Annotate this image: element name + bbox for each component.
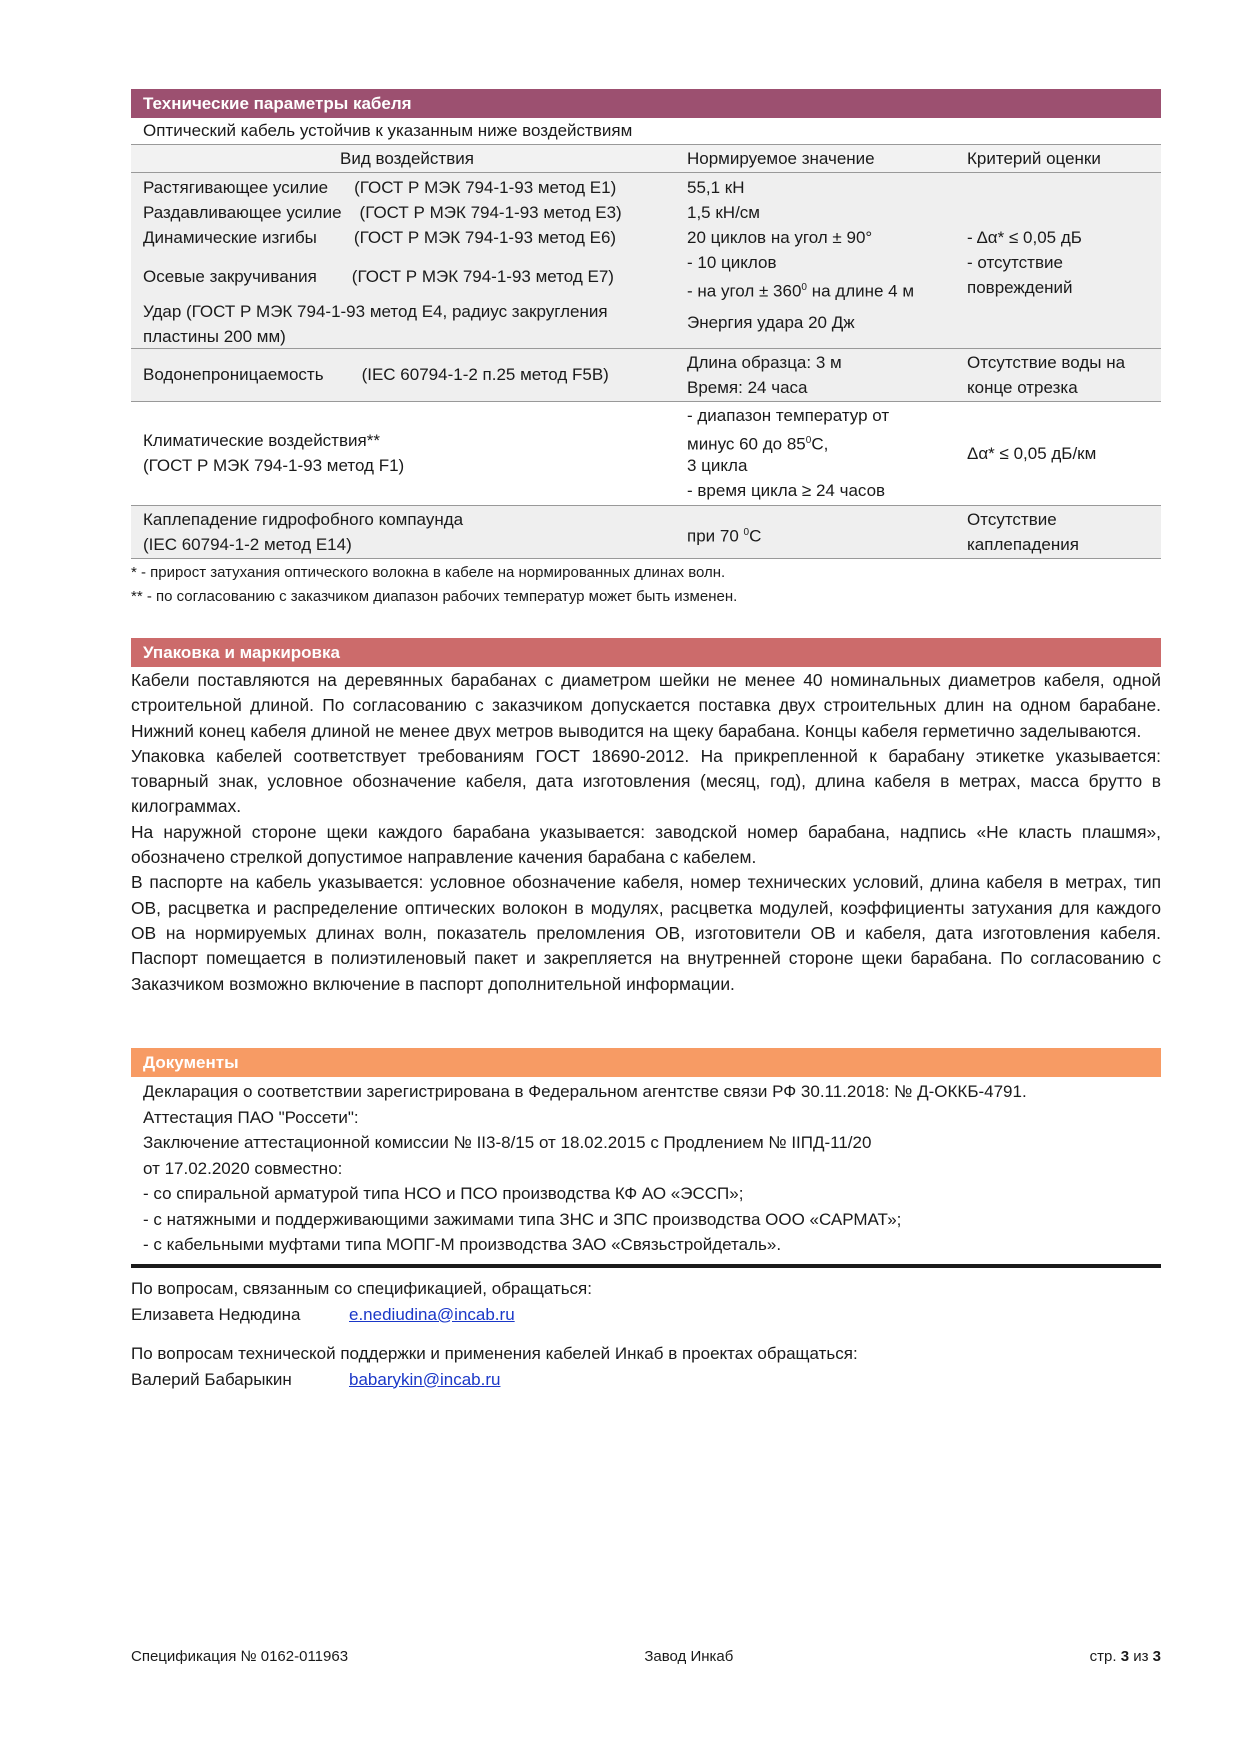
docs-line-1: Декларация о соответствии зарегистрирована в Федеральном агентстве связи РФ 30.11.2018: № Д-ОККБ-4791. xyxy=(143,1082,1027,1101)
tech-section xyxy=(131,89,1161,609)
drip-val: при 70 $^0$С xyxy=(687,526,762,546)
water-val1: Длина образца: 3 м xyxy=(687,353,842,372)
mech-r4-val1: - 10 циклов xyxy=(687,253,777,272)
table-header xyxy=(131,145,1161,173)
spec-contact-email[interactable]: e.nediudina@incab.ru xyxy=(349,1304,515,1324)
water-crit1: Отсутствие воды на xyxy=(967,353,1126,372)
mech-r3-name: Динамические изгибы xyxy=(143,228,317,247)
table-row-drip xyxy=(131,506,1161,559)
mech-r5-val: Энергия удара 20 Дж xyxy=(687,313,855,332)
mech-r1-std: (ГОСТ Р МЭК 794-1-93 метод Е1) xyxy=(354,178,617,197)
table-row-mechanical xyxy=(131,173,1161,349)
climate-crit: Δα* ≤ 0,05 дБ/км xyxy=(967,444,1097,463)
tech-intro: Оптический кабель устойчив к указанным ниже воздействиям xyxy=(131,118,1161,145)
tech-question: По вопросам технической поддержки и применения кабелей Инкаб в проектах обращаться: xyxy=(131,1344,858,1363)
climate-name2: (ГОСТ Р МЭК 794-1-93 метод F1) xyxy=(143,456,405,475)
footer-center: Завод Инкаб xyxy=(644,1648,734,1665)
mech-r4-val2: - на угол ± $360^0$ на длине 4 м xyxy=(687,281,915,301)
divider xyxy=(131,1264,1161,1268)
docs-line-6: - с натяжными и поддерживающими зажимами типа ЗНС и ЗПС производства ООО «САРМАТ»; xyxy=(143,1209,902,1229)
docs-line-7: - с кабельными муфтами типа МОПГ-М производства ЗАО «Связьстройдеталь». xyxy=(143,1235,782,1254)
mech-r3-val: 20 циклов на угол ± 90° xyxy=(687,228,873,247)
pack-paragraph-1: Кабели поставляются на деревянных барабанах с диаметром шейки не менее 40 номинальных диаметров кабеля, одной строительной длиной. По согласованию с заказчиком допускается поставка двух строительных длин на одном барабане. Нижний конец кабеля длиной не менее двух метров выводится на щеку барабана. Концы кабеля герметично заделываются. xyxy=(131,670,1161,741)
climate-name1: Климатические воздействия** xyxy=(143,431,380,450)
pack-paragraph-2: Упаковка кабелей соответствует требованиям ГОСТ 18690-2012. На прикрепленной к барабану этикетке указывается: товарный знак, условное обозначение кабеля, дата изготовления (месяц, год), длина кабеля в метрах, масса брутто в килограммах. xyxy=(131,745,1161,817)
drip-crit2: каплепадения xyxy=(967,535,1079,554)
docs-section xyxy=(131,1048,1161,1268)
pack-paragraph-4: В паспорте на кабель указывается: условное обозначение кабеля, номер технических условий, длина кабеля в метрах, тип ОВ, расцветка и распределение оптических волокон в модулях, расцветка модулей, коэффициенты затухания для каждого ОВ на нормируемых длинах волн, показатель преломления ОВ, изготовители ОВ и кабеля, дата изготовления кабеля. Паспорт помещается в полиэтиленовый пакет и закрепляется на внутренней стороне щеки барабана. По согласованию с Заказчиком возможно включение в паспорт дополнительной информации. xyxy=(131,872,1161,994)
tech-section-title: Технические параметры кабеля xyxy=(131,89,1161,118)
col-impact: Вид воздействия xyxy=(340,149,474,168)
mech-r3-std: (ГОСТ Р МЭК 794-1-93 метод Е6) xyxy=(353,228,617,247)
tech-contact-name: Валерий Бабарыкин xyxy=(131,1369,292,1389)
mech-r2-std: (ГОСТ Р МЭК 794-1-93 метод Е3) xyxy=(359,203,622,222)
mech-r1-val: 55,1 кН xyxy=(687,178,745,197)
footer-page: стр. 3 из 3 xyxy=(1089,1648,1161,1665)
pack-section xyxy=(131,638,1161,997)
drip-name2: (IEC 60794-1-2 метод Е14) xyxy=(143,535,352,554)
mech-r1-name: Растягивающее усилие xyxy=(143,178,329,197)
docs-section-title: Документы xyxy=(131,1048,1161,1077)
table-row-water xyxy=(131,349,1161,402)
mech-r5-line1: Удар (ГОСТ Р МЭК 794-1-93 метод Е4, радиус закругления xyxy=(143,302,608,321)
mech-r5-line2: пластины 200 мм) xyxy=(143,327,286,346)
col-value: Нормируемое значение xyxy=(687,149,875,168)
mech-r4-name: Осевые закручивания xyxy=(143,267,317,286)
footer-spec: Спецификация № 0162-011963 xyxy=(131,1648,349,1665)
mech-r4-std: (ГОСТ Р МЭК 794-1-93 метод Е7) xyxy=(351,267,614,286)
mech-r3-crit: - Δα* ≤ 0,05 дБ xyxy=(967,228,1082,247)
water-name: Водонепроницаемость xyxy=(143,365,324,384)
page-footer xyxy=(131,1648,1161,1665)
pack-paragraph-3: На наружной стороне щеки каждого барабана указывается: заводской номер барабана, надпись «Не класть плашмя», обозначено стрелкой допустимое направление качения барабана с кабелем. xyxy=(131,821,1161,868)
mech-r4-crit2: повреждений xyxy=(967,278,1073,297)
docs-line-3: Заключение аттестационной комиссии № II3-8/15 от 18.02.2015 с Продлением № IIПД-11/20 xyxy=(143,1133,872,1152)
docs-line-4: от 17.02.2020 совместно: xyxy=(143,1158,343,1178)
water-std: (IEC 60794-1-2 п.25 метод F5B) xyxy=(361,365,609,384)
table-row-climate xyxy=(131,402,1161,506)
tech-contact-email[interactable]: babarykin@incab.ru xyxy=(349,1369,501,1389)
col-criteria: Критерий оценки xyxy=(967,149,1101,168)
footnote-1: * - прирост затухания оптического волокна в кабеле на нормированных длинах волн. xyxy=(131,564,726,581)
drip-crit1: Отсутствие xyxy=(967,510,1057,529)
water-crit2: конце отрезка xyxy=(967,378,1078,397)
mech-r4-crit1: - отсутствие xyxy=(967,253,1063,272)
climate-val2: минус 60 до $85^0С$, xyxy=(687,434,829,454)
spec-question: По вопросам, связанным со спецификацией, обращаться: xyxy=(131,1279,592,1298)
climate-val3: 3 цикла xyxy=(687,456,748,475)
climate-val1: - диапазон температур от xyxy=(687,406,890,425)
water-val2: Время: 24 часа xyxy=(687,378,808,397)
contacts xyxy=(131,1276,1161,1392)
pack-section-title: Упаковка и маркировка xyxy=(131,638,1161,667)
spec-contact-name: Елизавета Недюдина xyxy=(131,1304,301,1324)
drip-name1: Каплепадение гидрофобного компаунда xyxy=(143,510,464,529)
docs-line-5: - со спиральной арматурой типа НСО и ПСО производства КФ АО «ЭССП»; xyxy=(143,1184,744,1203)
docs-line-2: Аттестация ПАО "Россети": xyxy=(143,1107,359,1127)
footnote-2: ** - по согласованию с заказчиком диапазон рабочих температур может быть изменен. xyxy=(131,588,738,605)
mech-r2-val: 1,5 кН/см xyxy=(687,203,760,222)
climate-val4: - время цикла ≥ 24 часов xyxy=(687,481,886,500)
mech-r2-name: Раздавливающее усилие xyxy=(143,203,342,222)
